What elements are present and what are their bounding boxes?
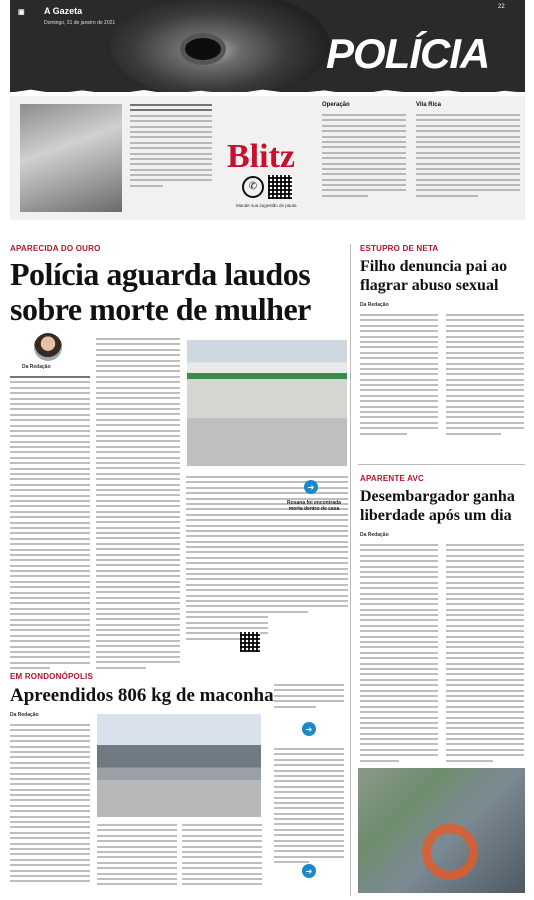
- blitz-logo: Blitz: [227, 138, 295, 175]
- story3-headline-2: flagrar abuso sexual: [360, 277, 499, 294]
- blitz-text-3: [416, 114, 520, 200]
- blitz-text-2: [322, 114, 406, 200]
- story4-kicker: APARENTE AVC: [360, 474, 425, 483]
- story2-headline: Apreendidos 806 kg de maconha: [10, 685, 274, 706]
- story2-sidebar-text: [274, 684, 344, 711]
- story1-col-4: [268, 476, 348, 616]
- arrow-icon: ➜: [302, 722, 316, 736]
- story1-byline: Da Redação: [22, 364, 51, 370]
- blitz-text-1: [130, 104, 212, 190]
- story2-sidebar-text-2: [274, 748, 344, 867]
- story1-col-3: [186, 476, 268, 643]
- whatsapp-icon: ✆: [242, 176, 264, 198]
- story1-photo: [187, 340, 347, 466]
- blitz-photo: [20, 104, 122, 212]
- story3-kicker: ESTUPRO DE NETA: [360, 244, 439, 253]
- story2-col-3: [182, 824, 262, 889]
- story4-headline-1: Desembargador ganha: [360, 488, 515, 505]
- story3-byline: Da Redação: [360, 302, 389, 308]
- story4-col-2: [446, 544, 524, 765]
- section-title: POLÍCIA: [326, 30, 490, 77]
- newspaper-name: A Gazeta: [44, 6, 83, 16]
- arrow-icon: ➜: [302, 864, 316, 878]
- blitz-col-title-2: Vila Rica: [416, 102, 441, 108]
- blitz-col-title-1: Operação: [322, 102, 350, 108]
- newspaper-logo: ▣: [18, 9, 25, 16]
- story1-col-1: [10, 376, 90, 672]
- story1-caption: Rosana foi encontrada morta dentro de casa: [287, 500, 341, 512]
- story1-col-2: [96, 338, 180, 672]
- story1-kicker: APARECIDA DO OURO: [10, 244, 101, 253]
- story4-headline-2: liberdade após um dia: [360, 507, 512, 524]
- story2-photo: [97, 714, 261, 817]
- story3-headline-1: Filho denuncia pai ao: [360, 258, 508, 275]
- story2-byline: Da Redação: [10, 712, 39, 718]
- story4-byline: Da Redação: [360, 532, 389, 538]
- story2-kicker: EM RONDONÓPOLIS: [10, 672, 94, 681]
- story1-qr-code: [240, 632, 260, 652]
- header-photo-pupil: [185, 38, 221, 60]
- arrow-icon: ➜: [304, 480, 318, 494]
- author-avatar: [34, 333, 62, 361]
- page-number: 22: [498, 4, 505, 10]
- edition-date: Domingo, 31 de janeiro de 2021: [44, 20, 116, 26]
- story3-col-2: [446, 314, 524, 438]
- blitz-contact: Mande sua sugestão de pauta: [236, 203, 297, 208]
- story1-headline-2: sobre morte de mulher: [10, 291, 311, 327]
- qr-code-icon: [268, 175, 292, 199]
- story4-col-1: [360, 544, 438, 765]
- story2-col-2: [97, 824, 177, 889]
- story1-headline-1: Polícia aguarda laudos: [10, 256, 311, 292]
- story3-col-1: [360, 314, 438, 438]
- story2-col-1: [10, 724, 90, 886]
- story-divider: [358, 464, 525, 465]
- column-divider: [350, 244, 351, 896]
- watermark-logo: [422, 824, 478, 880]
